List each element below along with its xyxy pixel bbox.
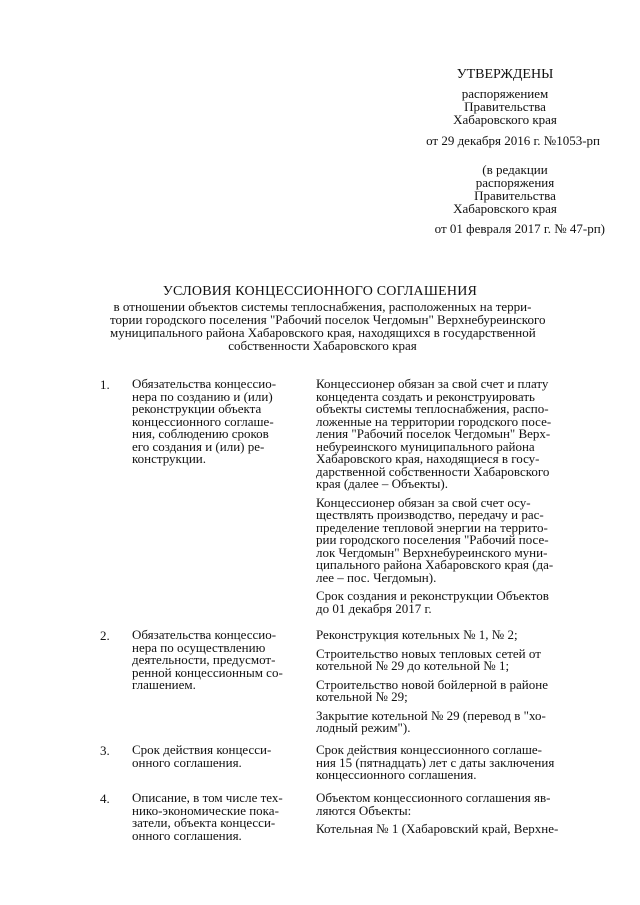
text-line: ния 15 (пятнадцать) лет с даты заключения <box>316 754 555 770</box>
paragraph <box>316 645 606 673</box>
paragraph <box>316 494 606 585</box>
label-line: конструкции. <box>132 451 206 466</box>
paragraph <box>316 792 606 817</box>
text-line: концессионного соглашения. <box>316 767 477 782</box>
revision-line-2: распоряжения <box>475 175 555 190</box>
approved-heading: УТВЕРЖДЕНЫ <box>456 67 554 82</box>
subtitle-line: тории городского поселения "Рабочий поселок Чегдомын" Верхнебуреинского <box>110 312 546 327</box>
text-line: рии городского поселения "Рабочий посе- <box>316 532 549 547</box>
page-title: УСЛОВИЯ КОНЦЕССИОННОГО СОГЛАШЕНИЯ <box>162 284 478 299</box>
revision-date: от 01 февраля 2017 г. № 47-рп) <box>434 221 605 236</box>
text-line: Закрытие котельной № 29 (перевод в "хо- <box>316 707 546 723</box>
text-line: ления "Рабочий поселок Чегдомын" Верх- <box>316 426 551 441</box>
revision-line-3: Правительства <box>474 188 556 203</box>
text-line: Объектом концессионного соглашения яв- <box>316 790 551 805</box>
row-label <box>132 792 302 842</box>
row-content <box>316 629 606 741</box>
paragraph <box>316 676 606 704</box>
row-label <box>132 744 302 769</box>
label-line: Обязательства концессио- <box>132 376 277 391</box>
label-line: ренной концессионным со- <box>132 664 283 680</box>
text-line: небуреинского муниципального района <box>316 438 535 454</box>
row-number: 2. <box>100 628 110 643</box>
paragraph <box>316 707 606 735</box>
label-line: Обязательства концессио- <box>132 627 277 642</box>
row-content <box>316 744 606 788</box>
subtitle <box>110 299 546 353</box>
text-line: котельной № 29 до котельной № 1; <box>316 658 510 673</box>
text-line: ществлять производство, передачу и рас- <box>316 507 544 522</box>
label-line: Описание, в том числе тех- <box>132 790 283 805</box>
approval-date: от 29 декабря 2016 г. №1053-рп <box>426 133 600 148</box>
row-number: 1. <box>100 377 110 392</box>
subtitle-line: собственности Хабаровского края <box>228 338 417 353</box>
label-line: реконструкции объекта <box>132 401 262 416</box>
revision-line-1: (в редакции <box>482 162 548 177</box>
approval-line-2: Правительства <box>464 99 546 114</box>
text-line: Хабаровского края, находящиеся в госу- <box>316 451 540 466</box>
label-line: затели, объекта концесси- <box>132 815 276 830</box>
text-line: Котельная № 1 (Хабаровский край, Верхне- <box>316 821 559 836</box>
text-line: ложенные на территории городского посе- <box>316 413 552 429</box>
subtitle-line: муниципального района Хабаровского края, находящихся в государственной <box>110 325 536 340</box>
row-number: 4. <box>100 791 110 806</box>
text-line: Концессионер обязан за свой счет осу- <box>316 494 531 510</box>
text-line: края (далее – Объекты). <box>316 476 448 491</box>
text-line: ляются Объекты: <box>316 802 412 818</box>
label-line: концессионного соглаше- <box>132 413 274 429</box>
paragraph <box>316 744 606 782</box>
text-line: дарственной собственности Хабаровского <box>316 463 550 479</box>
row-content <box>316 378 606 621</box>
text-line: Срок действия концессионного соглаше- <box>316 742 542 757</box>
paragraph <box>316 378 606 491</box>
row-label <box>132 629 302 692</box>
text-line: до 01 декабря 2017 г. <box>316 600 432 616</box>
text-line: объекты системы теплоснабжения, распо- <box>316 401 549 416</box>
text-line: пределение тепловой энергии на террито- <box>316 519 548 535</box>
label-line: деятельности, предусмот- <box>132 652 276 667</box>
revision-line-4: Хабаровского края <box>453 201 557 216</box>
label-line: нико-экономические пока- <box>132 802 279 818</box>
label-line: нера по созданию и (или) <box>132 388 273 404</box>
text-line: Строительство новой бойлерной в районе <box>316 676 548 692</box>
text-line: Срок создания и реконструкции Объектов <box>316 588 549 603</box>
text-line: котельной № 29; <box>316 689 408 704</box>
text-line: Реконструкция котельных № 1, № 2; <box>316 627 518 642</box>
text-line: лодный режим"). <box>316 720 411 735</box>
label-line: онного соглашения. <box>132 827 242 843</box>
subtitle-line: в отношении объектов системы теплоснабжения, расположенных на терри- <box>113 299 532 314</box>
paragraph <box>316 629 606 642</box>
label-line: нера по осуществлению <box>132 639 266 655</box>
label-line: ния, соблюдению сроков <box>132 426 269 441</box>
text-line: концедента создать и реконструировать <box>316 388 535 404</box>
label-line: Срок действия концесси- <box>132 742 272 757</box>
label-line: его создания и (или) ре- <box>132 438 265 454</box>
row-content <box>316 792 606 842</box>
text-line: Строительство новых тепловых сетей от <box>316 645 541 661</box>
approval-line-3: Хабаровского края <box>453 112 557 127</box>
row-label <box>132 378 302 466</box>
text-line: лее – пос. Чегдомын). <box>316 569 437 585</box>
label-line: онного соглашения. <box>132 754 242 770</box>
paragraph <box>316 590 606 615</box>
text-line: лок Чегдомын" Верхнебуреинского муни- <box>316 544 548 560</box>
row-number: 3. <box>100 743 110 758</box>
text-line: Концессионер обязан за свой счет и плату <box>316 376 549 391</box>
label-line: глашением. <box>132 677 196 692</box>
paragraph <box>316 823 606 836</box>
text-line: ципального района Хабаровского края (да- <box>316 557 554 572</box>
approval-line-1: распоряжением <box>461 86 549 101</box>
